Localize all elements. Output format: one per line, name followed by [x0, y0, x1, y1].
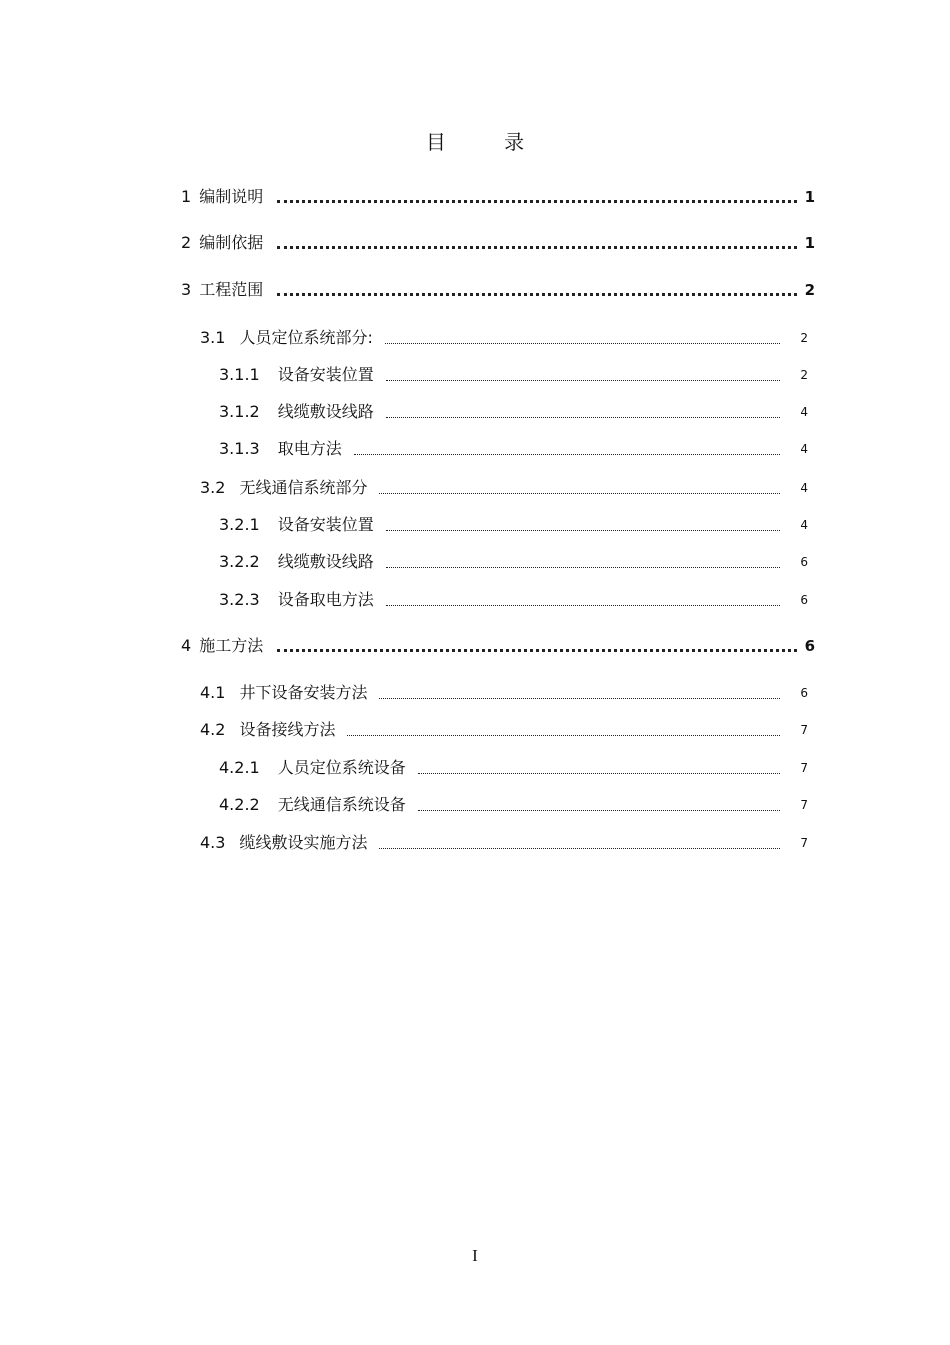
toc-entry[interactable] [219, 397, 808, 423]
dot-leader [277, 293, 797, 296]
toc-entry-number: 4 [181, 636, 192, 655]
dot-leader [418, 773, 780, 774]
toc-entry-number: 4.2.1 [219, 758, 260, 777]
toc-entry-label: 缆线敷设实施方法 [239, 833, 368, 852]
toc-entry-page: 2 [800, 368, 808, 382]
toc-entry[interactable] [181, 182, 815, 208]
toc-entry-label: 编制依据 [199, 233, 264, 252]
toc-entry[interactable] [219, 434, 808, 460]
page-number: I [472, 1246, 478, 1265]
toc-entry[interactable] [200, 323, 808, 349]
dot-leader [386, 530, 780, 531]
toc-entry-page: 1 [804, 188, 815, 206]
toc-entry-number: 3.2.1 [219, 515, 260, 534]
toc-entry-page: 4 [800, 481, 808, 495]
toc-entry-number: 3.1.2 [219, 402, 260, 421]
dot-leader [379, 698, 780, 699]
dot-leader [386, 380, 780, 381]
toc-entry[interactable] [200, 828, 808, 854]
toc-entry-label: 设备接线方法 [239, 720, 336, 739]
toc-entry-page: 6 [804, 637, 815, 655]
toc-entry-label: 编制说明 [199, 187, 264, 206]
toc-entry-label: 线缆敷设线路 [277, 552, 374, 571]
toc-entry-label: 工程范围 [199, 280, 264, 299]
dot-leader [277, 246, 797, 249]
toc-entry-page: 2 [800, 331, 808, 345]
toc-entry-label: 井下设备安装方法 [239, 683, 368, 702]
toc-entry-page: 6 [800, 593, 808, 607]
toc-entry-page: 6 [800, 555, 808, 569]
toc-entry[interactable] [181, 275, 815, 301]
toc-entry[interactable] [181, 228, 815, 254]
toc-entry[interactable] [200, 678, 808, 704]
toc-entry-label: 施工方法 [199, 636, 264, 655]
toc-entry-page: 7 [800, 836, 808, 850]
toc-entry-number: 3 [181, 280, 192, 299]
toc-entry-label: 人员定位系统部分: [239, 328, 373, 347]
dot-leader [277, 200, 797, 203]
toc-entry-label: 线缆敷设线路 [277, 402, 374, 421]
toc-entry[interactable] [200, 473, 808, 499]
dot-leader [277, 649, 797, 652]
toc-entry-number: 4.2 [200, 720, 226, 739]
toc-entry-page: 7 [800, 761, 808, 775]
toc-entry-page: 2 [804, 281, 815, 299]
toc-entry-page: 7 [800, 723, 808, 737]
dot-leader [354, 454, 780, 455]
toc-entry-number: 3.1 [200, 328, 226, 347]
toc-entry[interactable] [219, 510, 808, 536]
toc-entry-number: 2 [181, 233, 192, 252]
dot-leader [386, 417, 780, 418]
toc-entry-number: 4.3 [200, 833, 226, 852]
toc-entry-page: 1 [804, 234, 815, 252]
toc-entry-label: 设备安装位置 [277, 515, 374, 534]
toc-entry-label: 无线通信系统部分 [239, 478, 368, 497]
dot-leader [379, 493, 780, 494]
dot-leader [347, 735, 780, 736]
toc-entry-label: 取电方法 [277, 439, 342, 458]
toc-entry[interactable] [200, 715, 808, 741]
toc-entry-number: 4.2.2 [219, 795, 260, 814]
dot-leader [418, 810, 780, 811]
toc-entry[interactable] [181, 631, 815, 657]
toc-entry-label: 设备取电方法 [277, 590, 374, 609]
toc-entry-page: 4 [800, 442, 808, 456]
toc-title: 目 录 [425, 130, 551, 154]
toc-entry-page: 4 [800, 405, 808, 419]
dot-leader [386, 567, 780, 568]
toc-entry[interactable] [219, 585, 808, 611]
toc-entry-label: 无线通信系统设备 [277, 795, 406, 814]
toc-entry-number: 3.1.1 [219, 365, 260, 384]
toc-entry[interactable] [219, 360, 808, 386]
toc-entry-page: 6 [800, 686, 808, 700]
toc-entry-number: 4.1 [200, 683, 226, 702]
toc-entry-page: 7 [800, 798, 808, 812]
dot-leader [386, 605, 780, 606]
toc-entry-number: 3.2.3 [219, 590, 260, 609]
toc-entry-label: 人员定位系统设备 [277, 758, 406, 777]
dot-leader [379, 848, 780, 849]
toc-entry[interactable] [219, 547, 808, 573]
toc-entry-number: 3.1.3 [219, 439, 260, 458]
toc-entry-number: 3.2 [200, 478, 226, 497]
toc-entry-number: 1 [181, 187, 192, 206]
toc-entry-page: 4 [800, 518, 808, 532]
toc-entry[interactable] [219, 790, 808, 816]
toc-entry[interactable] [219, 753, 808, 779]
toc-entry-number: 3.2.2 [219, 552, 260, 571]
dot-leader [385, 343, 780, 344]
toc-entry-label: 设备安装位置 [277, 365, 374, 384]
